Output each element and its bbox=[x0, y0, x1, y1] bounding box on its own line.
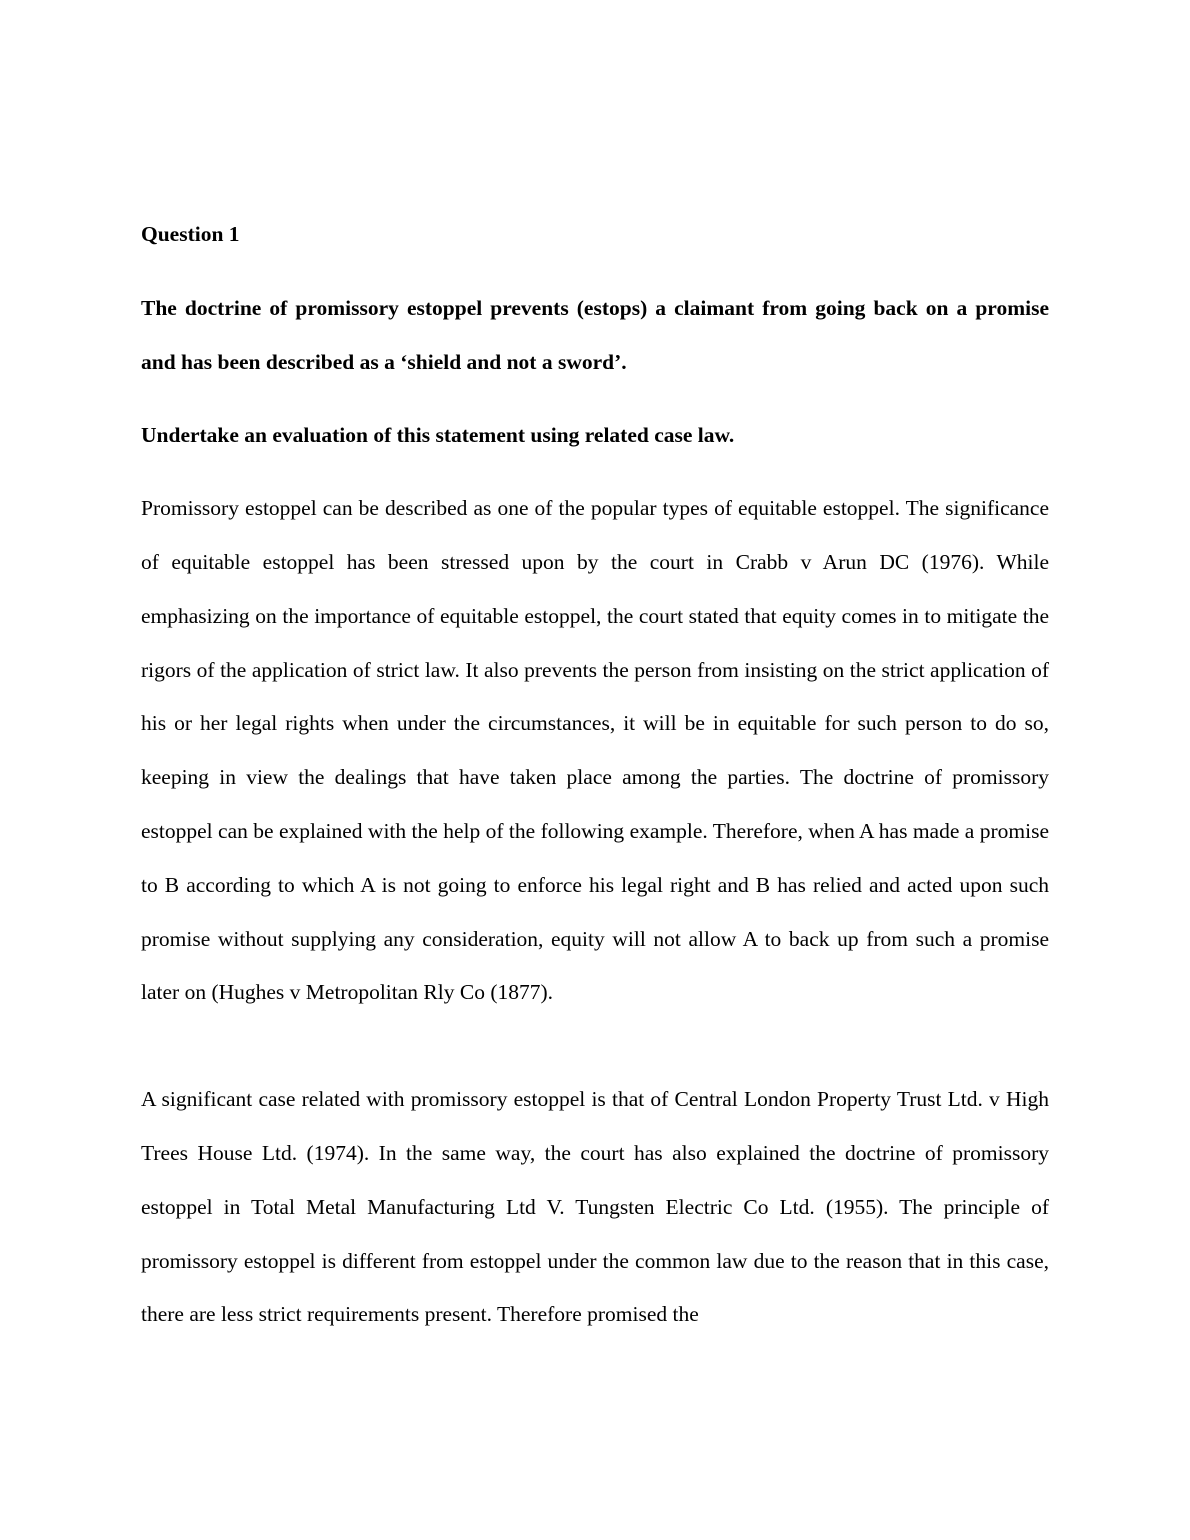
question-prompt: The doctrine of promissory estoppel prevents (estops) a claimant from going back on a promise and has been described as a ‘shield and not a sword’. bbox=[141, 295, 1049, 374]
question-heading: Question 1 bbox=[141, 222, 240, 246]
document-body bbox=[141, 208, 1049, 1342]
question-instruction: Undertake an evaluation of this statement using related case law. bbox=[141, 423, 735, 448]
body-paragraph: Promissory estoppel can be described as one of the popular types of equitable estoppel. The significance of equitable estoppel has been stressed upon by the court in Crabb v Arun DC (1976). While emphasizing on the importance of equitable estoppel, the court stated that equity comes in to mitigate the rigors of the application of strict law. It also prevents the person from insisting on the strict application of his or her legal rights when under the circumstances, it will be in equitable for such person to do so, keeping in view the dealings that have taken place among the parties. The doctrine of promissory estoppel can be explained with the help of the following example. Therefore, when A has made a promise to B according to which A is not going to enforce his legal right and B has relied and acted upon such promise without supplying any consideration, equity will not allow A to back up from such a promise later on (Hughes v Metropolitan Rly Co (1877). bbox=[141, 496, 1049, 1005]
body-paragraph: A significant case related with promissory estoppel is that of Central London Property Trust Ltd. v High Trees House Ltd. (1974). In the same way, the court has also explained the doctrine of promissory estoppel in Total Metal Manufacturing Ltd V. Tungsten Electric Co Ltd. (1955). The principle of promissory estoppel is different from estoppel under the common law due to the reason that in this case, there are less strict requirements present. Therefore promised the bbox=[141, 1087, 1049, 1327]
